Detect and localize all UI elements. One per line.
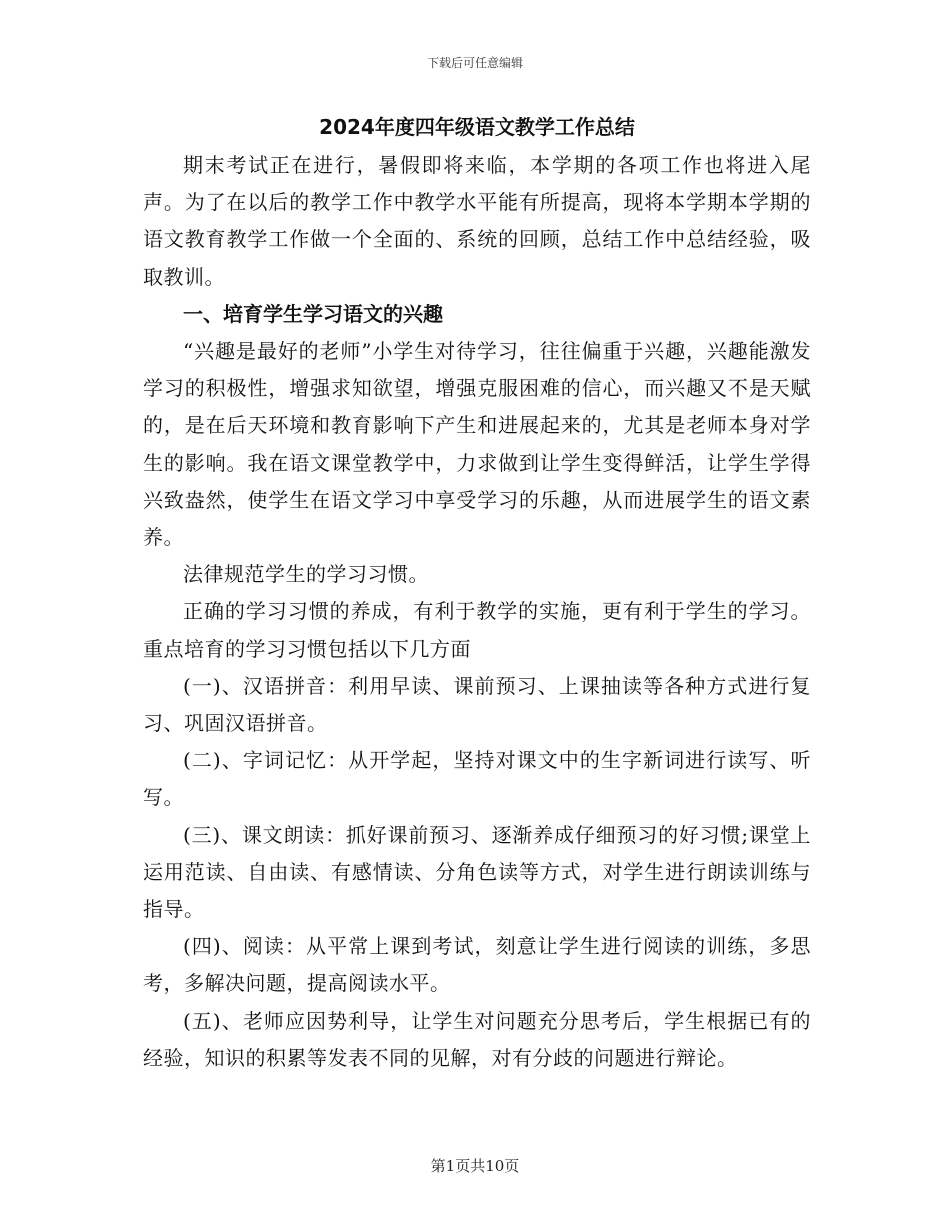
list-item-reading: (四)、阅读：从平常上课到考试，刻意让学生进行阅读的训练，多思考，多解决问题，提高阅读水平。 <box>143 934 811 996</box>
list-item-vocabulary: (二)、字词记忆：从开学起，坚持对课文中的生字新词进行读写、听写。 <box>143 748 811 810</box>
paragraph-habits-title: 法律规范学生的学习习惯。 <box>183 562 429 587</box>
paragraph-interest: “兴趣是最好的老师”小学生对待学习，往往偏重于兴趣，兴趣能激发学习的积极性，增强求知欲望，增强克服困难的信心，而兴趣又不是天赋的，是在后天环境和教育影响下产生和进展起来的，尤其是老师本身对学生的影响。我在语文课堂教学中，力求做到让学生变得鲜活，让学生学得兴致盎然，使学生在语文学习中享受学习的乐趣，从而进展学生的语文素养。 <box>143 339 811 550</box>
page-number: 第1页共10页 <box>430 1157 520 1175</box>
list-item-guidance: (五)、老师应因势利导，让学生对问题充分思考后，学生根据已有的经验，知识的积累等发表不同的见解，对有分歧的问题进行辩论。 <box>143 1008 811 1070</box>
document-body <box>143 113 811 1077</box>
section-heading-1: 一、培育学生学习语文的兴趣 <box>183 301 443 326</box>
list-item-pinyin: (一)、汉语拼音：利用早读、课前预习、上课抽读等各种方式进行复习、巩固汉语拼音。 <box>143 673 811 736</box>
paragraph-intro: 期末考试正在进行，暑假即将来临，本学期的各项工作也将进入尾声。为了在以后的教学工作中教学水平能有所提高，现将本学期本学期的语文教育教学工作做一个全面的、系统的回顾，总结工作中总结经验，吸取教训。 <box>143 153 811 289</box>
paragraph-habits-intro: 正确的学习习惯的养成，有利于教学的实施，更有利于学生的学习。重点培育的学习习惯包括以下几方面 <box>143 599 811 661</box>
document-title: 2024年度四年级语文教学工作总结 <box>319 115 635 139</box>
header-note: 下载后可任意编辑 <box>426 56 523 70</box>
list-item-reading-aloud: (三)、课文朗读：抓好课前预习、逐渐养成仔细预习的好习惯;课堂上运用范读、自由读、有感情读、分角色读等方式，对学生进行朗读训练与指导。 <box>143 822 811 922</box>
